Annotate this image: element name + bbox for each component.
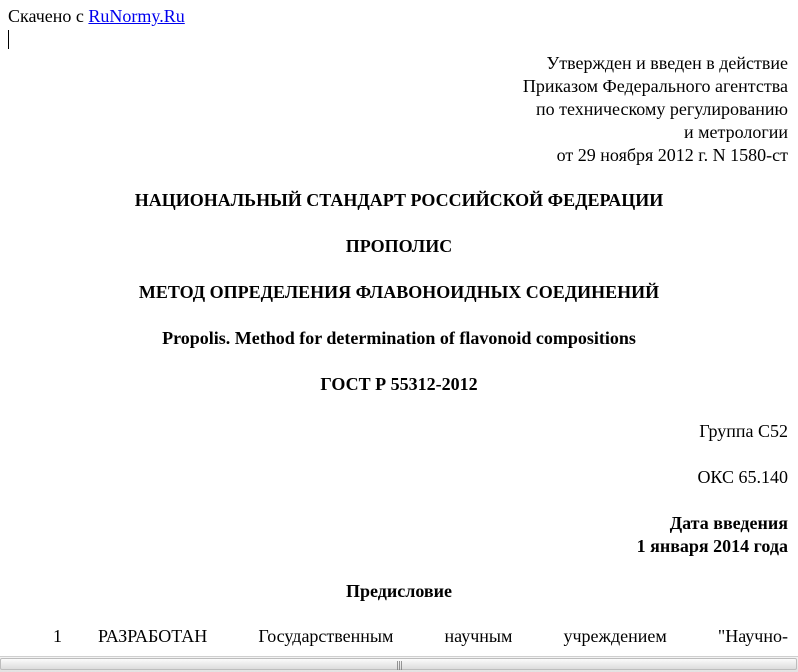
- item-number: 1: [53, 626, 62, 646]
- source-prefix: Скачено с: [8, 6, 89, 26]
- item-1-text: [98, 625, 788, 648]
- text-cursor: [8, 30, 9, 49]
- approval-line-4: и метрологии: [684, 122, 788, 142]
- group-code: Группа С52: [699, 421, 788, 441]
- horizontal-scrollbar[interactable]: [0, 656, 798, 672]
- approval-line-1: Утвержден и введен в действие: [546, 53, 788, 73]
- item-word: РАЗРАБОТАН: [98, 626, 208, 646]
- intro-date-label: Дата введения: [669, 513, 788, 533]
- foreword-title: Предисловие: [346, 581, 452, 601]
- approval-line-5: от 29 ноября 2012 г. N 1580-ст: [556, 145, 788, 165]
- item-word: Государственным: [258, 626, 394, 646]
- source-link[interactable]: RuNormy.Ru: [88, 6, 185, 26]
- item-word: научным: [444, 626, 513, 646]
- scrollbar-thumb[interactable]: [0, 658, 797, 670]
- oks-code: ОКС 65.140: [697, 467, 788, 487]
- standard-method-title: МЕТОД ОПРЕДЕЛЕНИЯ ФЛАВОНОИДНЫХ СОЕДИНЕНИЙ: [138, 282, 660, 302]
- standard-subject: ПРОПОЛИС: [345, 236, 453, 256]
- approval-line-3: по техническому регулированию: [535, 99, 788, 119]
- intro-date-value: 1 января 2014 года: [636, 536, 788, 556]
- item-word: "Научно-: [717, 626, 788, 646]
- standard-code: ГОСТ Р 55312-2012: [320, 374, 478, 394]
- approval-line-2: Приказом Федерального агентства: [522, 76, 788, 96]
- national-standard-title: НАЦИОНАЛЬНЫЙ СТАНДАРТ РОССИЙСКОЙ ФЕДЕРАЦИИ: [134, 190, 664, 210]
- source-line: [8, 5, 185, 28]
- item-word: учреждением: [563, 626, 667, 646]
- standard-english-title: Propolis. Method for determination of flavonoid compositions: [162, 328, 636, 348]
- grip-icon: |||: [396, 661, 403, 671]
